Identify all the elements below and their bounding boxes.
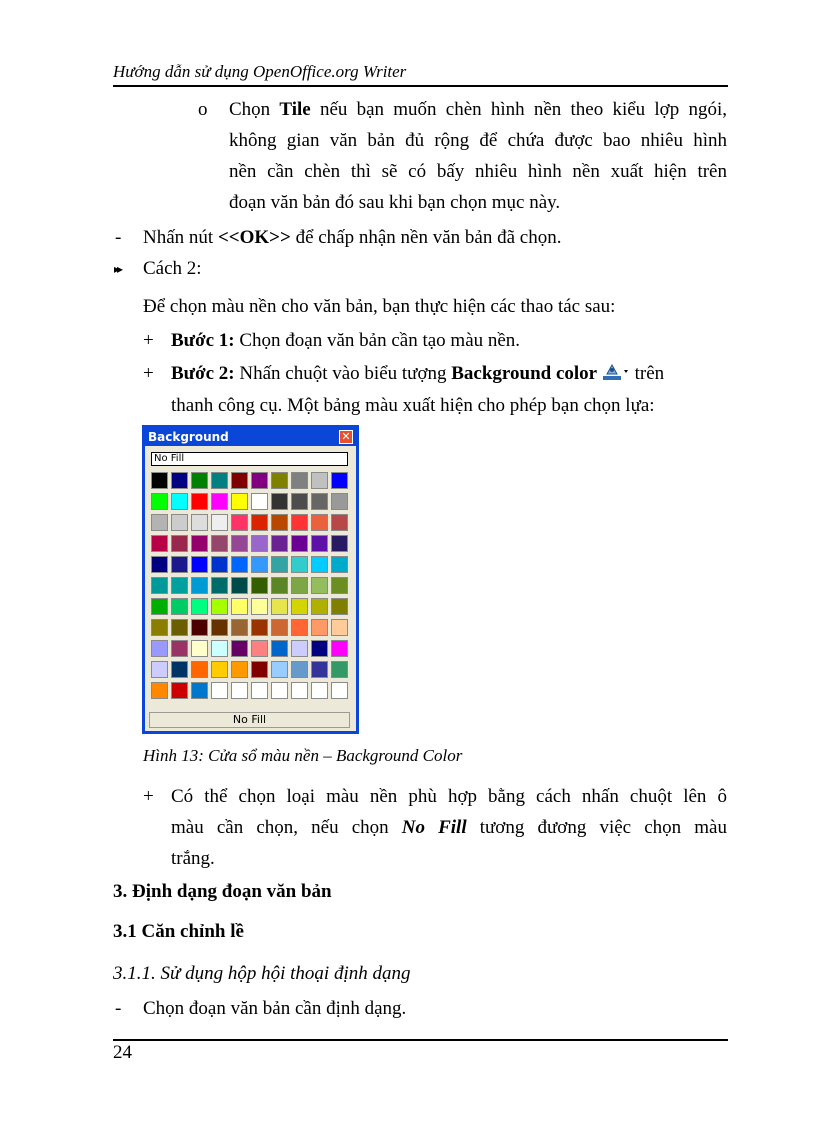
color-swatch[interactable] — [291, 661, 308, 678]
color-swatch[interactable] — [291, 682, 308, 699]
color-swatch[interactable] — [271, 682, 288, 699]
color-swatch[interactable] — [171, 535, 188, 552]
color-swatch[interactable] — [151, 640, 168, 657]
color-swatch[interactable] — [291, 619, 308, 636]
method-2-label: Cách 2: — [143, 258, 202, 279]
background-color-icon — [602, 361, 630, 381]
color-swatch[interactable] — [251, 556, 268, 573]
nofill-bullet: + — [143, 786, 154, 807]
dialog-title: Background — [148, 430, 229, 444]
color-swatch[interactable] — [291, 493, 308, 510]
color-swatch[interactable] — [211, 661, 228, 678]
color-swatch[interactable] — [211, 619, 228, 636]
last-bullet: - — [115, 998, 122, 1019]
fast-forward-icon: ▸▸ — [114, 262, 121, 276]
color-swatch[interactable] — [251, 640, 268, 657]
color-swatch[interactable] — [331, 514, 348, 531]
color-swatch[interactable] — [291, 556, 308, 573]
color-palette — [151, 472, 348, 699]
color-swatch[interactable] — [311, 661, 328, 678]
color-swatch[interactable] — [251, 472, 268, 489]
color-swatch[interactable] — [151, 514, 168, 531]
color-swatch[interactable] — [251, 682, 268, 699]
color-swatch[interactable] — [311, 682, 328, 699]
color-swatch[interactable] — [211, 535, 228, 552]
color-swatch[interactable] — [231, 535, 248, 552]
background-color-dialog — [142, 425, 359, 734]
color-swatch[interactable] — [211, 640, 228, 657]
color-swatch[interactable] — [311, 493, 328, 510]
color-swatch[interactable] — [191, 619, 208, 636]
color-swatch[interactable] — [151, 556, 168, 573]
color-swatch[interactable] — [171, 493, 188, 510]
color-swatch[interactable] — [311, 577, 328, 594]
color-swatch[interactable] — [331, 577, 348, 594]
step-2-line-2: thanh công cụ. Một bảng màu xuất hiện cho phép bạn chọn lựa: — [171, 395, 655, 416]
color-swatch[interactable] — [151, 493, 168, 510]
step-2-line-1: Bước 2: Nhấn chuột vào biểu tượng Background color trên — [171, 363, 665, 384]
last-line: Chọn đoạn văn bản cần định dạng. — [143, 998, 407, 1019]
color-swatch[interactable] — [271, 556, 288, 573]
color-swatch[interactable] — [211, 493, 228, 510]
color-swatch[interactable] — [331, 640, 348, 657]
color-swatch[interactable] — [251, 493, 268, 510]
color-swatch[interactable] — [151, 577, 168, 594]
color-swatch[interactable] — [331, 493, 348, 510]
color-swatch[interactable] — [291, 640, 308, 657]
color-swatch[interactable] — [171, 577, 188, 594]
step-1-text: Bước 1: Chọn đoạn văn bản cần tạo màu nền. — [171, 330, 521, 351]
dialog-titlebar[interactable] — [145, 428, 356, 446]
nofill-line-1: Có thể chọn loại màu nền phù hợp bằng cách nhấn chuột lên ô — [171, 786, 727, 807]
color-swatch[interactable] — [331, 535, 348, 552]
color-swatch[interactable] — [271, 514, 288, 531]
color-swatch[interactable] — [291, 535, 308, 552]
color-swatch[interactable] — [171, 598, 188, 615]
color-swatch[interactable] — [271, 493, 288, 510]
color-swatch[interactable] — [191, 556, 208, 573]
tile-bullet: o — [198, 99, 208, 120]
color-swatch[interactable] — [311, 598, 328, 615]
figure-caption: Hình 13: Cửa sổ màu nền – Background Color — [143, 746, 463, 765]
color-swatch[interactable] — [171, 619, 188, 636]
color-swatch[interactable] — [231, 640, 248, 657]
tile-line-2: không gian văn bản đủ rộng để chứa được bao nhiêu hình — [229, 130, 727, 151]
color-swatch[interactable] — [171, 514, 188, 531]
color-swatch[interactable] — [211, 556, 228, 573]
color-swatch[interactable] — [291, 514, 308, 531]
color-swatch[interactable] — [211, 598, 228, 615]
color-swatch[interactable] — [311, 514, 328, 531]
running-header: Hướng dẫn sử dụng OpenOffice.org Writer — [113, 62, 407, 81]
no-fill-button[interactable]: No Fill — [149, 712, 350, 728]
color-swatch[interactable] — [231, 556, 248, 573]
color-swatch[interactable] — [191, 472, 208, 489]
intro-text: Để chọn màu nền cho văn bản, bạn thực hiện các thao tác sau: — [143, 296, 616, 317]
header-rule — [113, 85, 728, 87]
section-3-heading: 3. Định dạng đoạn văn bản — [113, 881, 332, 902]
dialog-body — [145, 446, 356, 731]
color-swatch[interactable] — [271, 661, 288, 678]
ok-line: Nhấn nút <<OK>> để chấp nhận nền văn bản đã chọn. — [143, 227, 562, 248]
color-swatch[interactable] — [251, 577, 268, 594]
color-swatch[interactable] — [191, 535, 208, 552]
color-swatch[interactable] — [171, 556, 188, 573]
color-swatch[interactable] — [251, 535, 268, 552]
color-swatch[interactable] — [151, 619, 168, 636]
color-swatch[interactable] — [311, 640, 328, 657]
color-swatch[interactable] — [331, 556, 348, 573]
color-swatch[interactable] — [171, 661, 188, 678]
color-swatch[interactable] — [151, 472, 168, 489]
tile-line-3: nền cần chèn thì sẽ có bấy nhiêu hình nền xuất hiện trên — [229, 161, 727, 182]
color-swatch[interactable] — [151, 598, 168, 615]
color-swatch[interactable] — [271, 619, 288, 636]
step-2-bullet: + — [143, 363, 154, 384]
close-icon[interactable]: ✕ — [339, 430, 353, 444]
ok-bullet: - — [115, 227, 122, 248]
color-swatch[interactable] — [311, 472, 328, 489]
tile-line-1: Chọn Tile nếu bạn muốn chèn hình nền theo kiểu lợp ngói, — [229, 99, 727, 120]
color-swatch[interactable] — [191, 598, 208, 615]
color-swatch[interactable] — [271, 598, 288, 615]
color-swatch[interactable] — [331, 598, 348, 615]
color-swatch[interactable] — [291, 577, 308, 594]
color-swatch[interactable] — [231, 493, 248, 510]
color-swatch[interactable] — [211, 577, 228, 594]
color-swatch[interactable] — [231, 577, 248, 594]
color-swatch[interactable] — [311, 556, 328, 573]
color-swatch[interactable] — [251, 661, 268, 678]
color-swatch[interactable] — [271, 577, 288, 594]
color-swatch[interactable] — [231, 598, 248, 615]
color-swatch[interactable] — [151, 535, 168, 552]
color-swatch[interactable] — [251, 514, 268, 531]
color-name-field: No Fill — [151, 452, 348, 466]
section-3-1-heading: 3.1 Căn chỉnh lề — [113, 921, 244, 942]
step-1-bullet: + — [143, 330, 154, 351]
color-swatch[interactable] — [311, 619, 328, 636]
footer-rule — [113, 1039, 728, 1041]
color-swatch[interactable] — [211, 514, 228, 531]
tile-line-4: đoạn văn bản đó sau khi bạn chọn mục này. — [229, 192, 561, 213]
nofill-line-3: trắng. — [171, 848, 215, 869]
color-swatch[interactable] — [231, 661, 248, 678]
color-swatch[interactable] — [191, 640, 208, 657]
color-swatch[interactable] — [291, 472, 308, 489]
color-swatch[interactable] — [251, 598, 268, 615]
color-swatch[interactable] — [191, 577, 208, 594]
color-swatch[interactable] — [231, 682, 248, 699]
color-swatch[interactable] — [171, 640, 188, 657]
color-swatch[interactable] — [211, 472, 228, 489]
color-swatch[interactable] — [151, 682, 168, 699]
color-swatch[interactable] — [331, 661, 348, 678]
color-swatch[interactable] — [271, 472, 288, 489]
color-swatch[interactable] — [331, 472, 348, 489]
color-swatch[interactable] — [191, 493, 208, 510]
nofill-line-2: màu cần chọn, nếu chọn No Fill tương đương việc chọn màu — [171, 817, 727, 838]
page-number: 24 — [113, 1042, 132, 1063]
color-swatch[interactable] — [151, 661, 168, 678]
color-swatch[interactable] — [191, 661, 208, 678]
color-swatch[interactable] — [271, 640, 288, 657]
color-swatch[interactable] — [331, 619, 348, 636]
color-swatch[interactable] — [231, 619, 248, 636]
color-swatch[interactable] — [291, 598, 308, 615]
color-swatch[interactable] — [271, 535, 288, 552]
color-swatch[interactable] — [331, 682, 348, 699]
section-3-1-1-heading: 3.1.1. Sử dụng hộp hội thoại định dạng — [113, 963, 411, 984]
color-swatch[interactable] — [191, 514, 208, 531]
color-swatch[interactable] — [251, 619, 268, 636]
color-swatch[interactable] — [171, 472, 188, 489]
color-swatch[interactable] — [231, 514, 248, 531]
color-swatch[interactable] — [191, 682, 208, 699]
color-swatch[interactable] — [311, 535, 328, 552]
color-swatch[interactable] — [211, 682, 228, 699]
color-swatch[interactable] — [231, 472, 248, 489]
color-swatch[interactable] — [171, 682, 188, 699]
